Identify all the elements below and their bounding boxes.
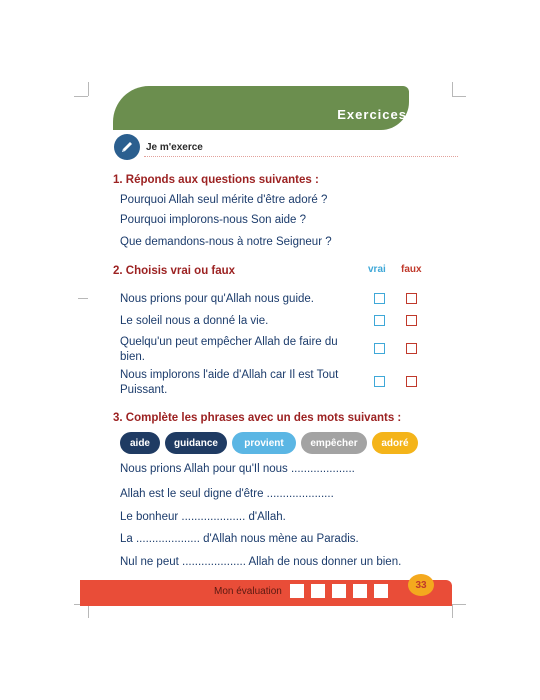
- crop-mark: [452, 604, 453, 618]
- statement-row: Nous implorons l'aide d'Allah car Il est Tout Puissant.: [120, 369, 339, 396]
- evaluation-box[interactable]: [332, 584, 346, 598]
- subheading: Je m'exerce: [146, 142, 203, 153]
- question-item: Pourquoi Allah seul mérite d'être adoré ?: [120, 194, 328, 206]
- column-header-true: vrai: [368, 264, 386, 275]
- evaluation-box[interactable]: [374, 584, 388, 598]
- fill-in-sentence: Allah est le seul digne d'être .....................: [120, 488, 334, 500]
- crop-mark: [88, 604, 89, 618]
- section-1-title: 1. Réponds aux questions suivantes :: [113, 174, 319, 186]
- statement-row: Quelqu'un peut empêcher Allah de faire du bien.: [120, 336, 338, 363]
- true-checkbox[interactable]: [374, 343, 385, 354]
- evaluation-label: Mon évaluation: [214, 586, 282, 597]
- evaluation-box[interactable]: [353, 584, 367, 598]
- fill-in-sentence: Nous prions Allah pour qu'Il nous ....................: [120, 463, 355, 475]
- header-banner: [113, 86, 409, 130]
- fill-in-sentence: Nul ne peut .................... Allah de nous donner un bien.: [120, 556, 402, 568]
- statement-row: Nous prions pour qu'Allah nous guide.: [120, 293, 314, 305]
- dotted-divider: [144, 156, 458, 157]
- section-3-title: 3. Complète les phrases avec un des mots suivants :: [113, 412, 402, 424]
- false-checkbox[interactable]: [406, 376, 417, 387]
- crop-mark: [452, 96, 466, 97]
- crop-mark: [74, 96, 88, 97]
- crop-mark: [78, 298, 88, 299]
- word-chip-adore[interactable]: adoré: [372, 432, 418, 454]
- fill-in-sentence: Le bonheur .................... d'Allah.: [120, 511, 286, 523]
- word-chip-aide[interactable]: aide: [120, 432, 160, 454]
- true-checkbox[interactable]: [374, 376, 385, 387]
- false-checkbox[interactable]: [406, 343, 417, 354]
- crop-mark: [452, 604, 466, 605]
- true-checkbox[interactable]: [374, 315, 385, 326]
- crop-mark: [88, 82, 89, 96]
- section-2-title: 2. Choisis vrai ou faux: [113, 265, 236, 277]
- evaluation-box[interactable]: [290, 584, 304, 598]
- page-number: 33: [408, 574, 434, 596]
- false-checkbox[interactable]: [406, 293, 417, 304]
- word-chip-empecher[interactable]: empêcher: [301, 432, 367, 454]
- column-header-false: faux: [401, 264, 422, 275]
- pencil-icon: [114, 134, 140, 160]
- false-checkbox[interactable]: [406, 315, 417, 326]
- true-checkbox[interactable]: [374, 293, 385, 304]
- question-item: Que demandons-nous à notre Seigneur ?: [120, 236, 332, 248]
- word-chip-guidance[interactable]: guidance: [165, 432, 227, 454]
- evaluation-box[interactable]: [311, 584, 325, 598]
- crop-mark: [452, 82, 453, 96]
- page-title: Exercices: [337, 107, 407, 122]
- question-item: Pourquoi implorons-nous Son aide ?: [120, 214, 307, 226]
- fill-in-sentence: La .................... d'Allah nous mène au Paradis.: [120, 533, 359, 545]
- statement-row: Le soleil nous a donné la vie.: [120, 315, 269, 327]
- word-chip-provient[interactable]: provient: [232, 432, 296, 454]
